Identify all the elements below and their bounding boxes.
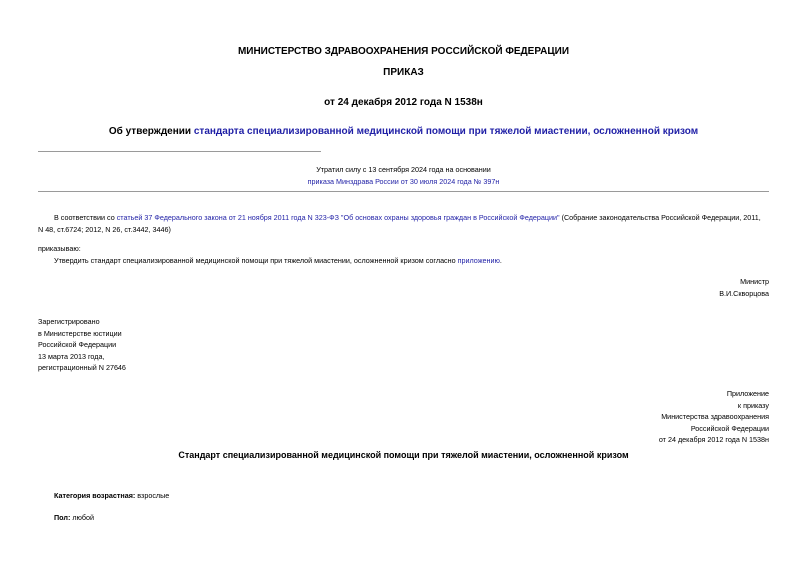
registration-line: в Министерстве юстиции: [38, 328, 122, 338]
appendix-link[interactable]: приложению: [457, 256, 500, 265]
approve-prefix: Утвердить стандарт специализированной медицинской помощи при тяжелой миастении, осложненной кризом согласно: [54, 256, 458, 265]
appendix-line: Приложение: [726, 389, 769, 398]
basis-prefix: В соответствии со: [54, 213, 117, 222]
standard-title: Стандарт специализированной медицинской помощи при тяжелой миастении, осложненной кризом: [178, 450, 629, 460]
registration-line: Российской Федерации: [38, 340, 117, 349]
divider-notice: [38, 191, 769, 192]
notice-link[interactable]: приказа Минздрава России от 30 июля 2024 года № 397н: [307, 177, 500, 186]
basis-suffix: (Собрание законодательства Российской Федерации, 2011,: [559, 213, 761, 222]
signature-name: В.И.Скворцова: [719, 289, 769, 298]
sex-category: [54, 513, 94, 522]
registration-line: 13 марта 2013 года,: [38, 351, 105, 361]
doc-type-heading: ПРИКАЗ: [383, 67, 424, 78]
ministry-heading: МИНИСТЕРСТВО ЗДРАВООХРАНЕНИЯ РОССИЙСКОЙ ФЕДЕРАЦИИ: [237, 46, 570, 57]
age-value: взрослые: [135, 491, 170, 500]
appendix-block: [659, 388, 769, 446]
paragraph-basis: [54, 213, 761, 222]
age-category: [54, 491, 169, 500]
divider-top: [38, 151, 321, 152]
appendix-line: от 24 декабря 2012 года N 1538н: [658, 435, 769, 444]
date-number-heading: от 24 декабря 2012 года N 1538н: [324, 97, 483, 108]
notice-link-row: [0, 177, 807, 186]
order-title-prefix: Об утверждении: [108, 126, 194, 137]
order-title: [0, 126, 807, 137]
registration-line: регистрационный N 27646: [38, 363, 126, 372]
orders-text: приказываю:: [38, 244, 81, 253]
approve-suffix: .: [499, 256, 502, 265]
appendix-line: Министерства здравоохранения: [661, 412, 769, 421]
sex-value: любой: [70, 513, 95, 522]
order-title-link[interactable]: стандарта специализированной медицинской помощи при тяжелой миастении, осложненной кризом: [193, 126, 699, 137]
sex-label: Пол:: [54, 513, 71, 522]
registration-block: [38, 316, 126, 374]
signature-position: Министр: [740, 277, 769, 286]
notice-line: Утратил силу с 13 сентября 2024 года на основании: [316, 165, 491, 174]
appendix-line: к приказу: [737, 400, 769, 410]
appendix-line: Российской Федерации: [690, 423, 769, 433]
law-link[interactable]: статьей 37 Федерального закона от 21 ноября 2011 года N 323-ФЗ "Об основах охраны здоровья граждан в Российской Федерации": [116, 213, 560, 222]
paragraph-basis-line2: N 48, ст.6724; 2012, N 26, ст.3442, 3446): [38, 225, 171, 234]
age-label: Категория возрастная:: [54, 491, 136, 500]
paragraph-approve: [54, 256, 502, 265]
registration-line: Зарегистрировано: [38, 317, 100, 326]
